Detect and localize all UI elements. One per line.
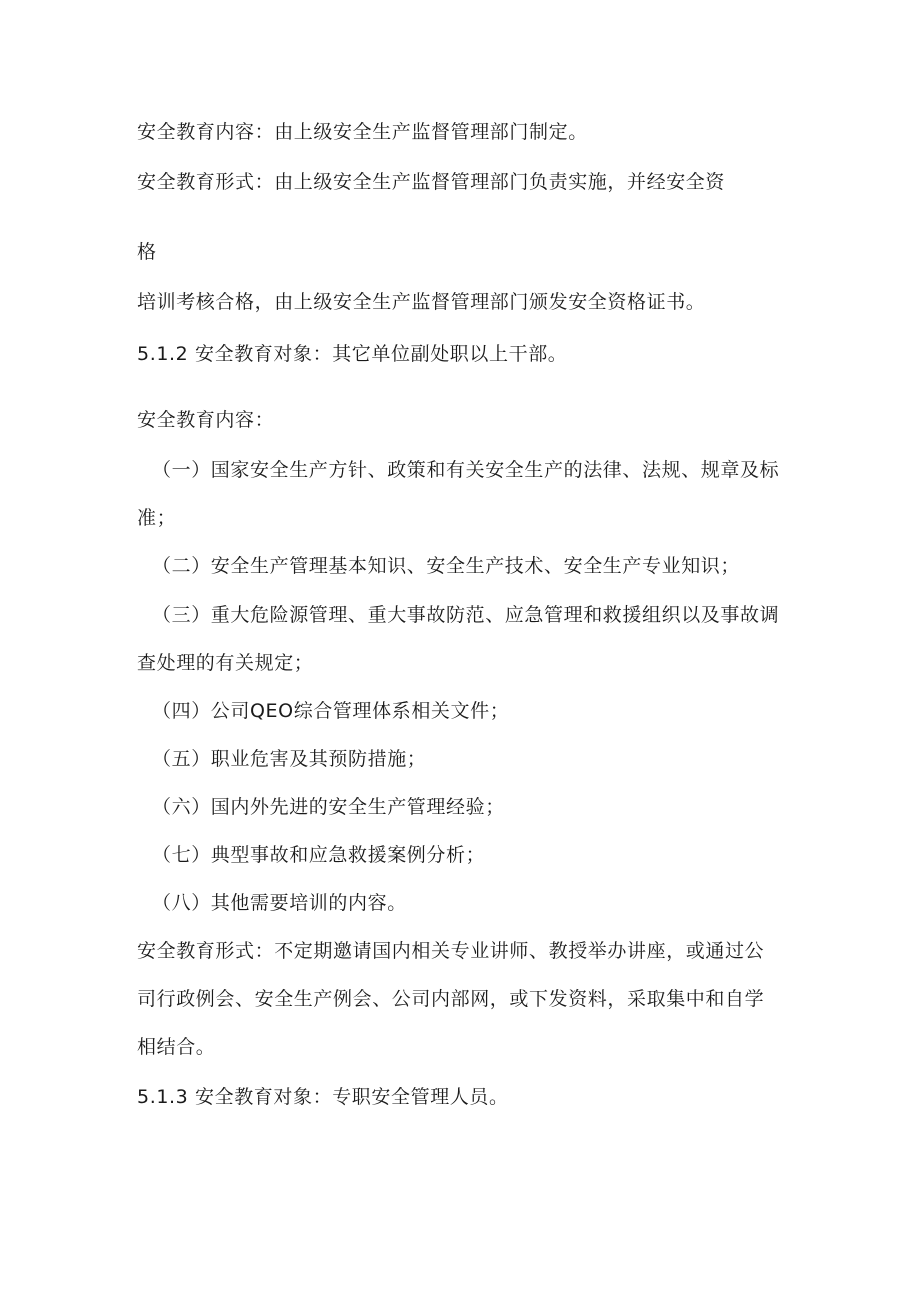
paragraph-form-line: 司行政例会、安全生产例会、公司内部网，或下发资料，采取集中和自学 — [137, 988, 765, 1010]
paragraph-content-line: 安全教育内容：由上级安全生产监督管理部门制定。 — [137, 121, 588, 143]
list-item: （四）公司QEO综合管理体系相关文件； — [152, 700, 510, 722]
list-item: （二）安全生产管理基本知识、安全生产技术、安全生产专业知识； — [152, 555, 741, 577]
section-title: 安全教育对象：专职安全管理人员。 — [195, 1086, 509, 1108]
list-item: （一）国家安全生产方针、政策和有关安全生产的法律、法规、规章及标 — [152, 459, 780, 481]
content-heading: 安全教育内容： — [137, 409, 275, 431]
paragraph-certificate-line: 培训考核合格，由上级安全生产监督管理部门颁发安全资格证书。 — [137, 291, 706, 313]
list-item: （七）典型事故和应急救援案例分析； — [152, 844, 486, 866]
list-item: （八）其他需要培训的内容。 — [152, 892, 407, 914]
section-number: 5.1.3 — [137, 1086, 189, 1108]
paragraph-form-line: 安全教育形式：不定期邀请国内相关专业讲师、教授举办讲座，或通过公 — [137, 940, 765, 962]
paragraph-form-line: 相结合。 — [137, 1036, 216, 1058]
paragraph-continuation-line: 格 — [137, 241, 157, 263]
list-item: （五）职业危害及其预防措施； — [152, 748, 427, 770]
section-number: 5.1.2 — [137, 343, 189, 365]
section-title: 安全教育对象：其它单位副处职以上干部。 — [195, 343, 568, 365]
list-item-continuation: 准； — [137, 507, 177, 529]
list-item: （三）重大危险源管理、重大事故防范、应急管理和救援组织以及事故调 — [152, 604, 780, 626]
list-item: （六）国内外先进的安全生产管理经验； — [152, 796, 505, 818]
paragraph-form-line: 安全教育形式：由上级安全生产监督管理部门负责实施，并经安全资 — [137, 171, 726, 193]
section-heading-5-1-3 — [137, 1085, 509, 1109]
list-item-continuation: 查处理的有关规定； — [137, 652, 314, 674]
section-heading-5-1-2 — [137, 342, 567, 366]
